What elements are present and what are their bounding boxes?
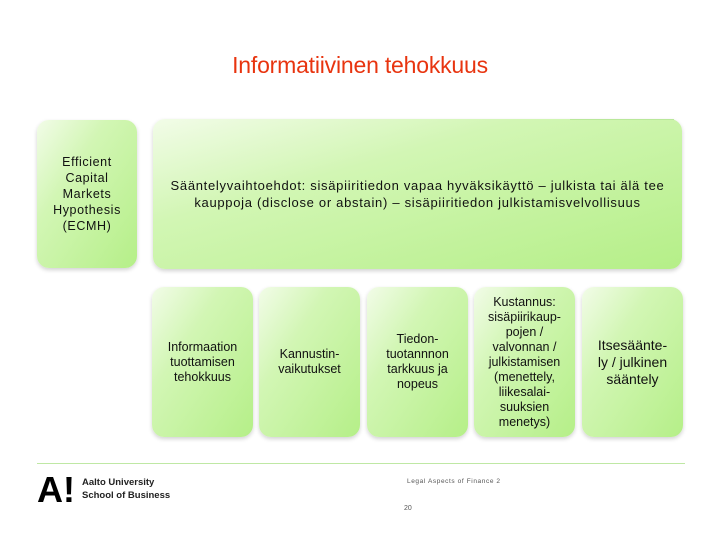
page-number: 20 <box>404 505 412 512</box>
info-production-label: Informaation tuottamisen tehokkuus <box>167 339 238 384</box>
logo-school: School of Business <box>82 490 171 501</box>
regulation-options-box <box>153 119 682 269</box>
slide-title: Informatiivinen tehokkuus <box>232 52 488 78</box>
self-regulation-box <box>582 287 683 437</box>
cost-box <box>474 287 575 437</box>
info-production-box <box>152 287 253 437</box>
regulation-options-label: Sääntelyvaihtoehdot: sisäpiiritiedon vapaa hyväksikäyttö – julkista tai älä tee kauppoja (disclose or abstain) – sisäpiiritiedon julkistamisvelvollisuus <box>170 178 665 210</box>
self-regulation-label: Itsesäänte- ly / julkinen sääntely <box>597 336 668 387</box>
ecmh-box <box>37 120 137 268</box>
incentives-box <box>259 287 360 437</box>
info-speed-box <box>367 287 468 437</box>
logo-university: Aalto University <box>82 477 155 488</box>
aalto-logo-text <box>82 476 170 502</box>
ecmh-label: Efficient Capital Markets Hypothesis (ECMH) <box>53 155 121 233</box>
incentives-label: Kannustin- vaikutukset <box>278 347 341 376</box>
cost-label: Kustannus: sisäpiirikaup- pojen / valvonnan / julkistamisen (menettely, liikesalai- suuksien menetys) <box>488 294 561 429</box>
info-speed-label: Tiedon- tuotannnon tarkkuus ja nopeus <box>386 332 449 391</box>
aalto-logo-icon: A! <box>37 469 75 510</box>
footer-divider <box>37 463 685 464</box>
course-footer: Legal Aspects of Finance 2 <box>407 478 501 485</box>
